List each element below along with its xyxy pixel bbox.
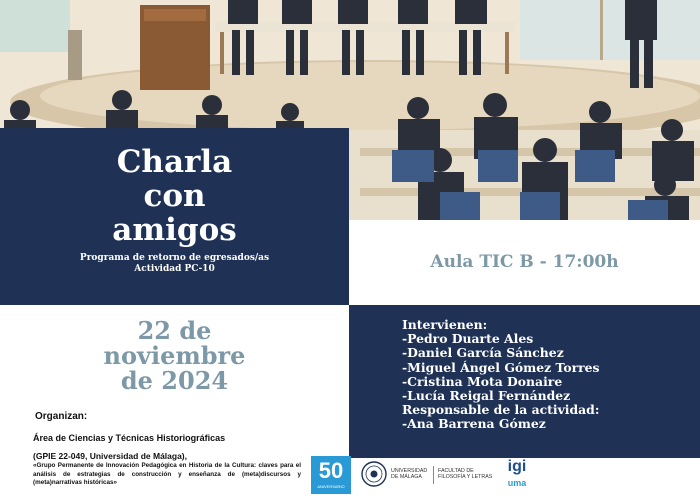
faculty-name xyxy=(438,468,492,481)
speaker-item: -Daniel García Sánchez xyxy=(402,345,564,361)
university-name-line: DE MÁLAGA xyxy=(391,474,422,481)
speaker-item: -Cristina Mota Donaire xyxy=(402,373,563,389)
university-seal-icon xyxy=(361,461,387,487)
event-title xyxy=(0,145,349,247)
speaker-item: -Lucía Reigal Fernández xyxy=(402,388,571,404)
subtitle-line: Programa de retorno de egresados/as xyxy=(79,253,270,263)
organizer-area: Área de Ciencias y Técnicas Historiográficas xyxy=(33,433,226,443)
speakers-heading: Intervienen: xyxy=(402,317,488,332)
responsible-heading: Responsable de la actividad: xyxy=(402,402,600,418)
anniversary-text: ANIVERSARIO xyxy=(317,484,345,489)
organizers-label: Organizan: xyxy=(35,411,88,422)
organizer-group-name: «Grupo Permanente de Innovación Pedagógica en Historia de la Cultura: claves para el análisis de estrategias de construcción y enseñanza de (meta)discursos y (meta)narrativas históricas» xyxy=(33,462,301,487)
event-subtitle xyxy=(0,253,349,275)
logo-divider xyxy=(433,466,434,484)
event-date xyxy=(0,318,349,393)
speaker-item: -Pedro Duarte Ales xyxy=(402,331,534,347)
venue-panel xyxy=(349,222,700,305)
university-name-line: UNIVERSIDAD xyxy=(391,468,428,474)
date-line: noviembre xyxy=(103,341,246,370)
venue-time: Aula TIC B - 17:00h xyxy=(430,252,619,272)
title-line: con xyxy=(143,178,206,214)
igi-uma-logo xyxy=(502,460,532,492)
igi-sub: uma xyxy=(507,478,527,488)
faculty-name-line: FACULTAD DE xyxy=(438,468,474,474)
subtitle-line: Actividad PC-10 xyxy=(134,264,215,274)
university-name xyxy=(391,468,427,481)
title-line: Charla xyxy=(116,144,233,180)
responsible-person: -Ana Barrena Gómez xyxy=(402,416,546,432)
igi-mark: igi xyxy=(507,458,527,475)
date-line: de 2024 xyxy=(120,366,229,395)
anniversary-number: 50 xyxy=(318,458,344,483)
title-line: amigos xyxy=(112,212,237,248)
speaker-item: -Miguel Ángel Gómez Torres xyxy=(402,359,600,375)
faculty-name-line: FILOSOFÍA Y LETRAS xyxy=(438,474,493,481)
date-line: 22 de xyxy=(137,316,212,345)
speakers-list xyxy=(402,318,600,432)
organizer-group-code: (GPIE 22-049, Universidad de Málaga), xyxy=(33,451,188,461)
anniversary-logo xyxy=(311,456,351,494)
